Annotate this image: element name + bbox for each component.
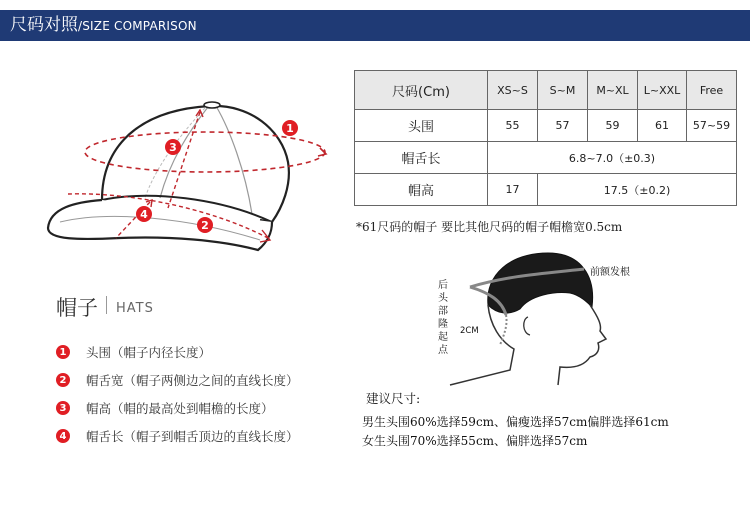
- table-cell: 61: [638, 110, 687, 142]
- legend-number: 2: [56, 373, 70, 387]
- header-cell: M~XL: [588, 71, 638, 110]
- cap-illustration: [20, 90, 340, 270]
- legend-text: 帽舌长（帽子到帽舌顶边的直线长度）: [86, 429, 299, 444]
- front-hairline-label: 前额发根: [590, 267, 630, 278]
- table-row: [355, 142, 737, 174]
- legend-number: 3: [56, 401, 70, 415]
- marker-2: [197, 217, 213, 233]
- table-cell: 17: [488, 174, 538, 206]
- hat-diagram: [20, 90, 340, 270]
- legend-number: 1: [56, 345, 70, 359]
- legend-item-3: [56, 399, 274, 417]
- table-cell: 57~59: [687, 110, 737, 142]
- head-diagram: [430, 245, 630, 390]
- header-cell: Free: [687, 71, 737, 110]
- header-bar: [0, 10, 750, 41]
- svg-text:3: 3: [169, 141, 177, 154]
- table-cell: 17.5（±0.2): [538, 174, 737, 206]
- table-header-row: [355, 71, 737, 110]
- row-label: 头围: [355, 110, 488, 142]
- header-title-en: /SIZE COMPARISON: [78, 19, 197, 33]
- marker-3: [165, 139, 181, 155]
- header-cell: L~XXL: [638, 71, 687, 110]
- marker-4: [136, 206, 152, 222]
- suggestion-line-men: 男生头围60%选择59cm、偏瘦选择57cm偏胖选择61cm: [362, 415, 669, 429]
- header-cell: XS~S: [488, 71, 538, 110]
- legend-item-2: [56, 371, 299, 389]
- head-illustration: [430, 245, 630, 390]
- header-cell: S~M: [538, 71, 588, 110]
- suggestion-line-women: 女生头围70%选择55cm、偏胖选择57cm: [362, 434, 588, 448]
- header-cell: 尺码(Cm): [355, 71, 488, 110]
- header-title-cn: 尺码对照: [10, 15, 78, 35]
- legend-text: 帽舌宽（帽子两侧边之间的直线长度）: [86, 373, 299, 388]
- suggestion-title: 建议尺寸:: [366, 391, 421, 406]
- size-table: [354, 70, 737, 206]
- legend-text: 头围（帽子内径长度）: [86, 345, 212, 360]
- row-label: 帽高: [355, 174, 488, 206]
- table-cell: 57: [538, 110, 588, 142]
- table-cell: 59: [588, 110, 638, 142]
- table-row: [355, 110, 737, 142]
- svg-text:4: 4: [140, 208, 148, 221]
- row-label: 帽舌长: [355, 142, 488, 174]
- header-title: [10, 15, 197, 36]
- marker-1: [282, 120, 298, 136]
- svg-text:2: 2: [201, 219, 209, 232]
- legend-text: 帽高（帽的最高处到帽檐的长度）: [86, 401, 274, 416]
- table-row: [355, 174, 737, 206]
- occipital-label: 后头部隆起点: [438, 280, 448, 356]
- table-cell: 6.8~7.0（±0.3): [488, 142, 737, 174]
- hats-divider: [106, 296, 107, 314]
- hats-subtitle: HATS: [116, 301, 154, 316]
- table-cell: 55: [488, 110, 538, 142]
- two-cm-label: 2CM: [460, 326, 479, 336]
- legend-number: 4: [56, 429, 70, 443]
- legend-item-1: [56, 343, 211, 361]
- size-note: *61尺码的帽子 要比其他尺码的帽子帽檐宽0.5cm: [356, 220, 623, 234]
- legend-item-4: [56, 427, 299, 445]
- hats-title: 帽子: [56, 296, 98, 320]
- svg-text:1: 1: [286, 122, 294, 135]
